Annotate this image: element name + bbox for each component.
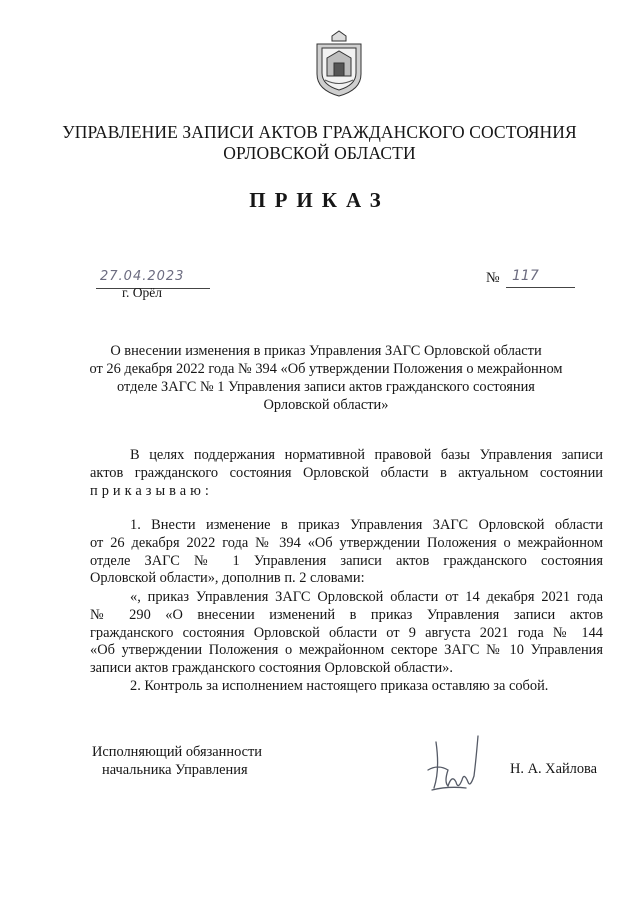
quote-line: записи актов гражданского состояния Орловской области». (90, 660, 453, 677)
item-line: Орловской области», дополнив п. 2 словами: (90, 570, 365, 587)
order-subject (86, 342, 566, 414)
quote-line: «, приказ Управления ЗАГС Орловской области от 14 декабря 2021 года (130, 589, 603, 605)
organization-name-line2: ОРЛОВСКОЙ ОБЛАСТИ (223, 143, 416, 163)
handwritten-order-number: 117 (512, 268, 539, 284)
handwritten-date: 27.04.2023 (100, 269, 185, 284)
order-verb: приказываю: (90, 482, 213, 499)
preamble-line: В целях поддержания нормативной правовой базы Управления записи (130, 447, 603, 463)
position-line: Исполняющий обязанности (92, 744, 263, 760)
subject-line: Орловской области» (263, 397, 389, 413)
signatory-name: Н. А. Хайлова (510, 761, 598, 777)
quote-line: гражданского состояния Орловской области от 9 августа 2021 года № 144 (90, 624, 603, 641)
signatory-position (92, 743, 262, 779)
preamble-paragraph (90, 447, 603, 500)
quote-line: «Об утверждении Положения о межрайонном секторе ЗАГС № 10 Управления (90, 642, 603, 659)
position-line: начальника Управления (102, 762, 248, 778)
quote-line: № 290 «О внесении изменений в приказ Управления записи актов (90, 606, 603, 623)
item-line: 2. Контроль за исполнением настоящего приказа оставляю за собой. (130, 678, 549, 694)
order-item-2 (90, 678, 603, 696)
order-item-1 (90, 517, 603, 588)
preamble-line: актов гражданского состояния Орловской области в актуальном состоянии (90, 464, 603, 481)
item-line: отделе ЗАГС № 1 Управления записи актов гражданского состояния (90, 552, 603, 569)
order-number-field (506, 268, 575, 288)
subject-line: О внесении изменения в приказ Управления ЗАГС Орловской области (110, 343, 542, 359)
handwritten-signature (418, 730, 490, 802)
item-line: от 26 декабря 2022 года № 394 «Об утверждении Положения о межрайонном (90, 534, 603, 551)
item-line: 1. Внести изменение в приказ Управления ЗАГС Орловской области (130, 517, 603, 533)
document-type-title: ПРИКАЗ (249, 188, 390, 212)
subject-line: от 26 декабря 2022 года № 394 «Об утверждении Положения о межрайонном (89, 361, 563, 377)
coat-of-arms-emblem (313, 30, 365, 98)
city-name: г. Орёл (122, 285, 162, 300)
added-wording-paragraph (90, 589, 603, 678)
organization-name-line1: УПРАВЛЕНИЕ ЗАПИСИ АКТОВ ГРАЖДАНСКОГО СОСТОЯНИЯ (62, 122, 577, 142)
subject-line: отделе ЗАГС № 1 Управления записи актов гражданского состояния (117, 379, 535, 395)
order-number-label: № (486, 270, 500, 286)
